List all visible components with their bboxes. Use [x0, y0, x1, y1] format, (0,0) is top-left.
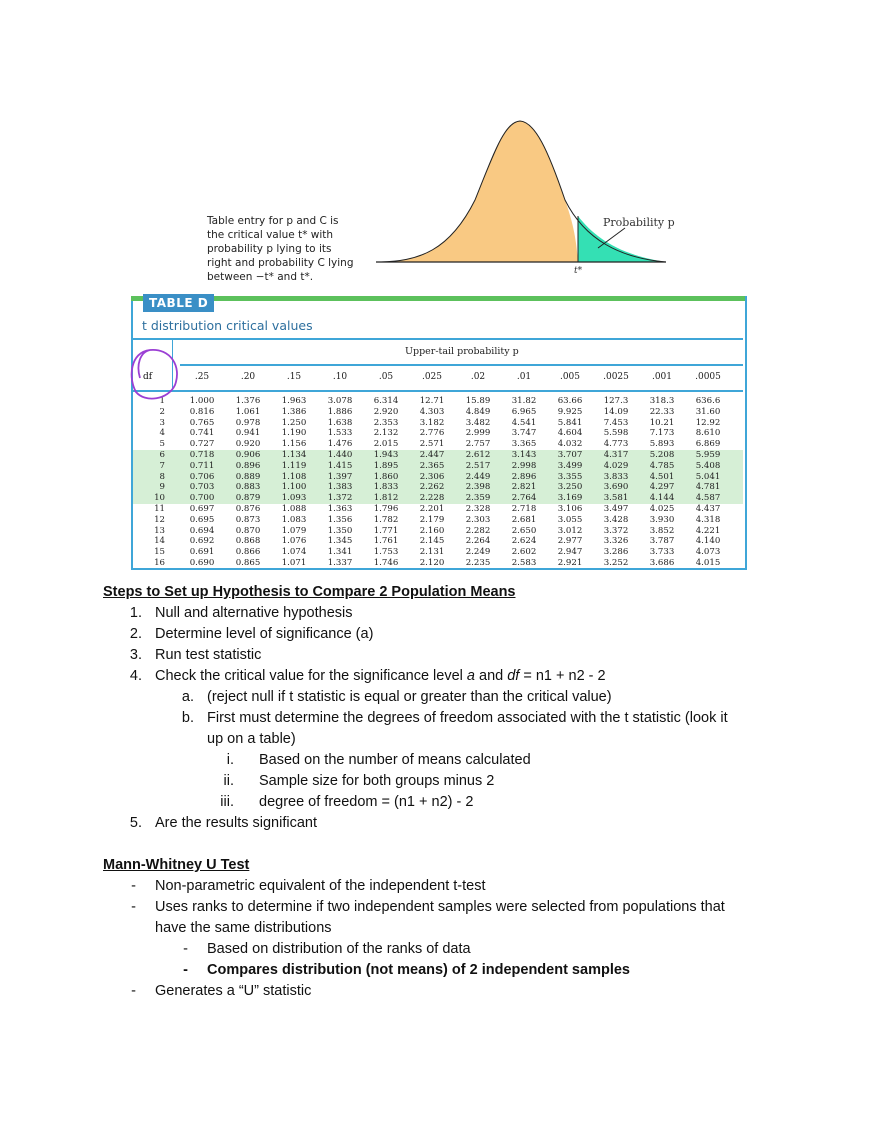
- table-cell: 4.849: [465, 406, 491, 417]
- table-cell: 3.428: [603, 514, 629, 525]
- list-marker: -: [131, 878, 136, 894]
- table-cell: 1.533: [327, 428, 353, 439]
- table-cell: 1.083: [281, 514, 307, 525]
- list-marker: 3.: [129, 647, 142, 663]
- table-cell: 4.221: [695, 525, 721, 536]
- table-cell: 5.959: [695, 449, 721, 460]
- curve-body-fill: [376, 121, 578, 262]
- table-cell: 1.397: [327, 471, 353, 482]
- table-row: [133, 482, 743, 493]
- table-cell: 4.317: [603, 449, 629, 460]
- list-marker: ii.: [223, 773, 234, 789]
- table-cell: 2.235: [465, 557, 491, 568]
- table-cell: 1.771: [373, 525, 399, 536]
- table-cell: 3.326: [603, 536, 629, 547]
- table-cell: 0.711: [189, 460, 215, 471]
- table-cell: 2.264: [465, 536, 491, 547]
- table-cell: 4.541: [511, 417, 537, 428]
- column-header: .25: [194, 372, 210, 382]
- list-item-text: = n1 + n2 - 2: [519, 668, 606, 684]
- column-header: .0025: [603, 372, 629, 382]
- list-item: Uses ranks to determine if two independent samples were selected from populations that: [155, 899, 725, 915]
- caption-line: the critical value t* with: [207, 229, 334, 241]
- table-cell: 2.920: [373, 406, 399, 417]
- table-cell: 2.624: [511, 536, 537, 547]
- table-cell: 1.833: [373, 482, 399, 493]
- table-cell: 4.587: [695, 493, 721, 504]
- table-row: [133, 536, 743, 547]
- upper-tail-header: Upper-tail probability p: [405, 346, 519, 357]
- table-cell: 2.353: [373, 417, 399, 428]
- list-item: Run test statistic: [155, 647, 262, 663]
- table-row: [133, 396, 743, 407]
- table-cell: 2.328: [465, 503, 491, 514]
- table-cell: 1.886: [327, 406, 353, 417]
- table-cell: 1.782: [373, 514, 399, 525]
- df-cell: 13: [154, 525, 165, 536]
- alpha-symbol: a: [466, 668, 475, 684]
- table-cell: 2.365: [419, 460, 445, 471]
- table-cell: 0.697: [189, 503, 215, 514]
- table-cell: 2.583: [511, 557, 537, 568]
- table-row: [133, 450, 743, 461]
- table-cell: 1.753: [373, 547, 399, 558]
- table-top-bar: [131, 296, 745, 301]
- table-cell: 1.108: [281, 471, 307, 482]
- table-cell: 7.453: [603, 417, 629, 428]
- table-cell: 2.977: [557, 536, 583, 547]
- df-cell: 16: [154, 557, 165, 568]
- column-header: .01: [516, 372, 532, 382]
- table-cell: 0.941: [235, 428, 261, 439]
- table-cell: 2.921: [557, 557, 583, 568]
- table-row: [133, 461, 743, 472]
- table-cell: 0.873: [235, 514, 261, 525]
- table-cell: 2.998: [511, 460, 537, 471]
- table-cell: 0.865: [235, 557, 261, 568]
- table-cell: 4.318: [695, 514, 721, 525]
- table-cell: 1.860: [373, 471, 399, 482]
- table-cell: 0.690: [189, 557, 215, 568]
- table-cell: 0.695: [189, 514, 215, 525]
- table-cell: 6.314: [373, 396, 399, 406]
- table-cell: 4.604: [557, 428, 583, 439]
- table-cell: 0.879: [235, 493, 261, 504]
- table-cell: 4.015: [695, 557, 721, 568]
- table-cell: 5.041: [695, 471, 721, 482]
- list-item-continuation: have the same distributions: [155, 920, 332, 936]
- df-cell: 5: [159, 439, 165, 450]
- table-cell: 2.262: [419, 482, 445, 493]
- table-cell: 1.345: [327, 536, 353, 547]
- table-cell: 0.706: [189, 471, 215, 482]
- table-cell: 636.6: [695, 396, 721, 406]
- table-cell: 1.134: [281, 449, 307, 460]
- list-item-text: and: [474, 668, 508, 684]
- df-cell: 7: [159, 460, 165, 471]
- table-cell: 3.372: [603, 525, 629, 536]
- list-marker: -: [183, 962, 188, 978]
- table-cell: 2.447: [419, 449, 445, 460]
- table-title: t distribution critical values: [142, 318, 313, 333]
- table-cell: 3.106: [557, 503, 583, 514]
- column-header: .001: [651, 372, 673, 382]
- caption-line: probability p lying to its: [207, 243, 332, 255]
- table-cell: 0.700: [189, 493, 215, 504]
- table-cell: 4.303: [419, 406, 445, 417]
- table-cell: 1.476: [327, 439, 353, 450]
- table-cell: 0.765: [189, 417, 215, 428]
- table-row: [133, 493, 743, 504]
- list-marker: iii.: [220, 794, 234, 810]
- table-cell: 1.383: [327, 482, 353, 493]
- table-cell: 2.571: [419, 439, 445, 450]
- table-cell: 318.3: [649, 396, 675, 406]
- list-item: Generates a “U” statistic: [155, 983, 312, 999]
- table-cell: 1.440: [327, 449, 353, 460]
- list-marker: b.: [181, 710, 194, 726]
- table-cell: 5.208: [649, 449, 675, 460]
- table-cell: 12.92: [695, 417, 721, 428]
- list-marker: -: [131, 983, 136, 999]
- list-marker: -: [183, 941, 188, 957]
- list-item: [155, 666, 606, 687]
- table-cell: 2.132: [373, 428, 399, 439]
- table-cell: 2.160: [419, 525, 445, 536]
- t-table-body: [133, 396, 743, 569]
- table-cell: 3.497: [603, 503, 629, 514]
- table-cell: 0.896: [235, 460, 261, 471]
- table-cell: 1.337: [327, 557, 353, 568]
- df-cell: 10: [154, 493, 165, 504]
- table-cell: 1.638: [327, 417, 353, 428]
- table-cell: 3.250: [557, 482, 583, 493]
- table-cell: 8.610: [695, 428, 721, 439]
- list-marker: -: [131, 899, 136, 915]
- list-item: Based on the number of means calculated: [259, 752, 531, 768]
- caption-line: between −t* and t*.: [207, 271, 314, 283]
- table-cell: 2.249: [465, 547, 491, 558]
- caption-line: right and probability C lying: [207, 257, 354, 269]
- table-cell: 6.965: [511, 406, 537, 417]
- table-cell: 2.612: [465, 449, 491, 460]
- table-cell: 3.482: [465, 417, 491, 428]
- list-item: First must determine the degrees of freedom associated with the t statistic (look it: [207, 710, 728, 726]
- table-cell: 5.408: [695, 460, 721, 471]
- df-cell: 2: [159, 406, 165, 417]
- table-cell: 2.359: [465, 493, 491, 504]
- table-cell: 2.398: [465, 482, 491, 493]
- table-cell: 4.032: [557, 439, 583, 450]
- table-cell: 3.581: [603, 493, 629, 504]
- table-cell: 12.71: [419, 396, 445, 406]
- df-cell: 6: [159, 449, 165, 460]
- table-cell: 0.920: [235, 439, 261, 450]
- table-cell: 4.144: [649, 493, 675, 504]
- table-cell: 2.015: [373, 439, 399, 450]
- table-cell: 0.868: [235, 536, 261, 547]
- table-cell: 63.66: [557, 396, 583, 406]
- table-cell: 2.131: [419, 547, 445, 558]
- table-cell: 3.286: [603, 547, 629, 558]
- table-cell: 9.925: [557, 406, 583, 417]
- df-cell: 14: [154, 536, 165, 547]
- table-cell: 2.718: [511, 503, 537, 514]
- table-tag: TABLE D: [143, 294, 214, 312]
- table-cell: 0.691: [189, 547, 215, 558]
- table-cell: 1.363: [327, 503, 353, 514]
- table-cell: 3.012: [557, 525, 583, 536]
- table-row: [133, 418, 743, 429]
- table-cell: 1.076: [281, 536, 307, 547]
- table-cell: 2.179: [419, 514, 445, 525]
- table-row: [133, 526, 743, 537]
- table-cell: 4.773: [603, 439, 629, 450]
- df-cell: 9: [159, 482, 165, 493]
- column-header: .005: [559, 372, 581, 382]
- table-cell: 3.686: [649, 557, 675, 568]
- table-cell: 1.074: [281, 547, 307, 558]
- table-cell: 4.029: [603, 460, 629, 471]
- table-row: [133, 558, 743, 569]
- list-item: (reject null if t statistic is equal or greater than the critical value): [207, 689, 612, 705]
- list-item: Compares distribution (not means) of 2 independent samples: [207, 962, 630, 978]
- table-cell: 2.650: [511, 525, 537, 536]
- table-cell: 4.501: [649, 471, 675, 482]
- table-cell: 127.3: [603, 396, 629, 406]
- table-cell: 1.386: [281, 406, 307, 417]
- table-cell: 0.866: [235, 547, 261, 558]
- table-cell: 1.761: [373, 536, 399, 547]
- table-cell: 14.09: [603, 406, 629, 417]
- table-cell: 2.821: [511, 482, 537, 493]
- table-cell: 1.250: [281, 417, 307, 428]
- colhead-divider: [133, 390, 743, 392]
- table-cell: 1.796: [373, 503, 399, 514]
- df-header: df: [143, 372, 153, 382]
- table-cell: 4.297: [649, 482, 675, 493]
- table-cell: 0.870: [235, 525, 261, 536]
- table-cell: 3.078: [327, 396, 353, 406]
- table-cell: 4.140: [695, 536, 721, 547]
- figure-caption: [207, 214, 382, 284]
- table-row: [133, 439, 743, 450]
- list-item: degree of freedom = (n1 + n2) - 2: [259, 794, 474, 810]
- table-cell: 2.776: [419, 428, 445, 439]
- table-cell: 4.025: [649, 503, 675, 514]
- list-item-text: Check the critical value for the significance level: [155, 668, 467, 684]
- df-cell: 12: [154, 514, 165, 525]
- table-cell: 4.785: [649, 460, 675, 471]
- table-cell: 22.33: [649, 406, 675, 417]
- table-cell: 1.100: [281, 482, 307, 493]
- list-marker: 1.: [129, 605, 142, 621]
- probability-label: Probability p: [603, 216, 675, 229]
- table-cell: 1.061: [235, 406, 261, 417]
- table-cell: 1.341: [327, 547, 353, 558]
- section2-heading: Mann-Whitney U Test: [103, 857, 250, 873]
- table-cell: 3.707: [557, 449, 583, 460]
- table-divider: [133, 338, 743, 340]
- table-row: [133, 428, 743, 439]
- table-cell: 3.355: [557, 471, 583, 482]
- table-cell: 0.889: [235, 471, 261, 482]
- table-cell: 1.156: [281, 439, 307, 450]
- df-cell: 8: [159, 471, 165, 482]
- table-cell: 5.841: [557, 417, 583, 428]
- table-cell: 3.499: [557, 460, 583, 471]
- table-cell: 2.282: [465, 525, 491, 536]
- table-cell: 1.119: [281, 460, 307, 471]
- table-row: [133, 515, 743, 526]
- table-cell: 5.598: [603, 428, 629, 439]
- list-item: Sample size for both groups minus 2: [259, 773, 495, 789]
- table-cell: 2.201: [419, 503, 445, 514]
- table-cell: 2.602: [511, 547, 537, 558]
- table-cell: 2.764: [511, 493, 537, 504]
- table-row: [133, 547, 743, 558]
- table-cell: 2.228: [419, 493, 445, 504]
- table-cell: 0.741: [189, 428, 215, 439]
- table-cell: 4.073: [695, 547, 721, 558]
- table-cell: 0.906: [235, 449, 261, 460]
- table-cell: 1.415: [327, 460, 353, 471]
- table-cell: 1.093: [281, 493, 307, 504]
- table-cell: 2.896: [511, 471, 537, 482]
- table-row: [133, 407, 743, 418]
- table-cell: 10.21: [649, 417, 675, 428]
- table-cell: 15.89: [465, 396, 491, 406]
- df-cell: 4: [159, 428, 165, 439]
- table-cell: 3.252: [603, 557, 629, 568]
- table-cell: 4.437: [695, 503, 721, 514]
- t-curve-graphic: [0, 0, 880, 300]
- table-cell: 5.893: [649, 439, 675, 450]
- table-cell: 2.449: [465, 471, 491, 482]
- table-cell: 6.869: [695, 439, 721, 450]
- column-headers: [133, 368, 743, 388]
- list-marker: i.: [226, 752, 234, 768]
- table-cell: 1.746: [373, 557, 399, 568]
- table-cell: 0.883: [235, 482, 261, 493]
- list-marker: 4.: [129, 668, 142, 684]
- column-header: .10: [332, 372, 348, 382]
- table-cell: 3.169: [557, 493, 583, 504]
- table-cell: 0.694: [189, 525, 215, 536]
- column-header: .15: [286, 372, 302, 382]
- table-cell: 0.816: [189, 406, 215, 417]
- df-cell: 3: [159, 417, 165, 428]
- table-row: [133, 504, 743, 515]
- list-item: Based on distribution of the ranks of data: [207, 941, 471, 957]
- tstar-label: t*: [574, 266, 583, 276]
- table-cell: 3.747: [511, 428, 537, 439]
- df-cell: 1: [159, 396, 165, 406]
- table-cell: 1.376: [235, 396, 261, 406]
- table-cell: 3.055: [557, 514, 583, 525]
- table-cell: 2.757: [465, 439, 491, 450]
- table-row: [133, 472, 743, 483]
- list-item: Null and alternative hypothesis: [155, 605, 353, 621]
- table-cell: 1.088: [281, 503, 307, 514]
- table-cell: 0.703: [189, 482, 215, 493]
- table-cell: 0.978: [235, 417, 261, 428]
- df-symbol: df: [507, 668, 520, 684]
- table-cell: 3.787: [649, 536, 675, 547]
- list-marker: 2.: [129, 626, 142, 642]
- df-cell: 15: [154, 547, 165, 558]
- table-cell: 2.947: [557, 547, 583, 558]
- list-item: Are the results significant: [155, 815, 317, 831]
- list-item: Determine level of significance (a): [155, 626, 374, 642]
- table-cell: 0.727: [189, 439, 215, 450]
- table-cell: 31.82: [511, 396, 537, 406]
- table-cell: 3.930: [649, 514, 675, 525]
- list-marker: 5.: [129, 815, 142, 831]
- table-cell: 3.143: [511, 449, 537, 460]
- table-cell: 0.876: [235, 503, 261, 514]
- table-cell: 2.681: [511, 514, 537, 525]
- table-cell: 3.365: [511, 439, 537, 450]
- table-cell: 1.350: [327, 525, 353, 536]
- table-cell: 0.718: [189, 449, 215, 460]
- table-cell: 1.000: [189, 396, 215, 406]
- table-cell: 1.372: [327, 493, 353, 504]
- table-cell: 2.303: [465, 514, 491, 525]
- table-cell: 0.692: [189, 536, 215, 547]
- table-cell: 4.781: [695, 482, 721, 493]
- table-cell: 3.182: [419, 417, 445, 428]
- table-cell: 2.306: [419, 471, 445, 482]
- table-cell: 1.895: [373, 460, 399, 471]
- table-cell: 1.963: [281, 396, 307, 406]
- column-header: .02: [470, 372, 486, 382]
- table-cell: 2.145: [419, 536, 445, 547]
- list-item-continuation: up on a table): [207, 731, 296, 747]
- table-cell: 2.517: [465, 460, 491, 471]
- column-header: .025: [421, 372, 443, 382]
- header-divider: [180, 364, 743, 366]
- column-header: .05: [378, 372, 394, 382]
- table-cell: 1.943: [373, 449, 399, 460]
- table-cell: 3.833: [603, 471, 629, 482]
- section1-heading: Steps to Set up Hypothesis to Compare 2 Population Means: [103, 584, 516, 600]
- table-cell: 2.999: [465, 428, 491, 439]
- df-cell: 11: [154, 503, 165, 514]
- table-cell: 1.812: [373, 493, 399, 504]
- table-cell: 7.173: [649, 428, 675, 439]
- table-cell: 1.356: [327, 514, 353, 525]
- table-cell: 1.071: [281, 557, 307, 568]
- table-cell: 3.690: [603, 482, 629, 493]
- list-item: Non-parametric equivalent of the independent t-test: [155, 878, 486, 894]
- table-cell: 3.733: [649, 547, 675, 558]
- table-cell: 2.120: [419, 557, 445, 568]
- column-header: .0005: [695, 372, 721, 382]
- table-cell: 3.852: [649, 525, 675, 536]
- table-cell: 1.190: [281, 428, 307, 439]
- table-cell: 1.079: [281, 525, 307, 536]
- table-cell: 31.60: [695, 406, 721, 417]
- column-header: .20: [240, 372, 256, 382]
- caption-line: Table entry for p and C is: [207, 215, 339, 227]
- list-marker: a.: [181, 689, 194, 705]
